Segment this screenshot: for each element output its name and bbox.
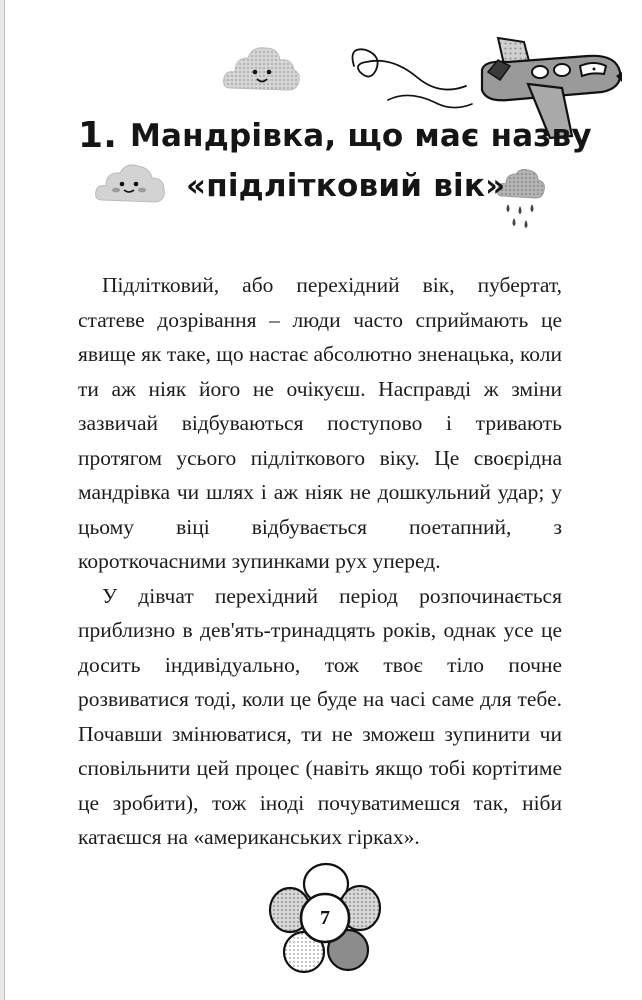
- paragraph: Підлітковий, або перехідний вік, пубертат, статеве дозрівання – люди часто сприймають це явище як таке, що настає абсолютно зненацька, коли ти аж ніяк його не очікуєш. Насправді ж зміни зазвичай відбуваються поступово і тривають протягом усього підліткового віку. Це своєрідна мандрівка чи шлях і аж ніяк не дошкульний удар; у цьому віці відбувається поетапний, з короткочасними зупинками рух уперед.: [78, 273, 562, 573]
- paragraph: У дівчат перехідний період розпочинається приблизно в дев'ять-тринадцять років, однак усе це досить індивідуально, тож твоє тіло почне розвиватися тоді, коли це буде на часі саме для тебе. Почавши змінюватися, ти не зможеш зупинити чи сповільнити цей процес (навіть якщо тобі кортітиме це зробити), тож іноді почуватимешся так, ніби катаєшся на «американських гірках».: [78, 583, 562, 849]
- smiling-cloud-icon: [222, 42, 302, 96]
- chapter-title-line2: «підлітковий вік»: [186, 168, 506, 204]
- chapter-number: 1.: [78, 115, 118, 156]
- chapter-title-line1: Мандрівка, що має назву: [130, 118, 592, 154]
- page-number: 7: [320, 907, 330, 929]
- page-gutter: [0, 0, 4, 1000]
- blushing-cloud-icon: [94, 160, 166, 206]
- body-text: [78, 268, 562, 855]
